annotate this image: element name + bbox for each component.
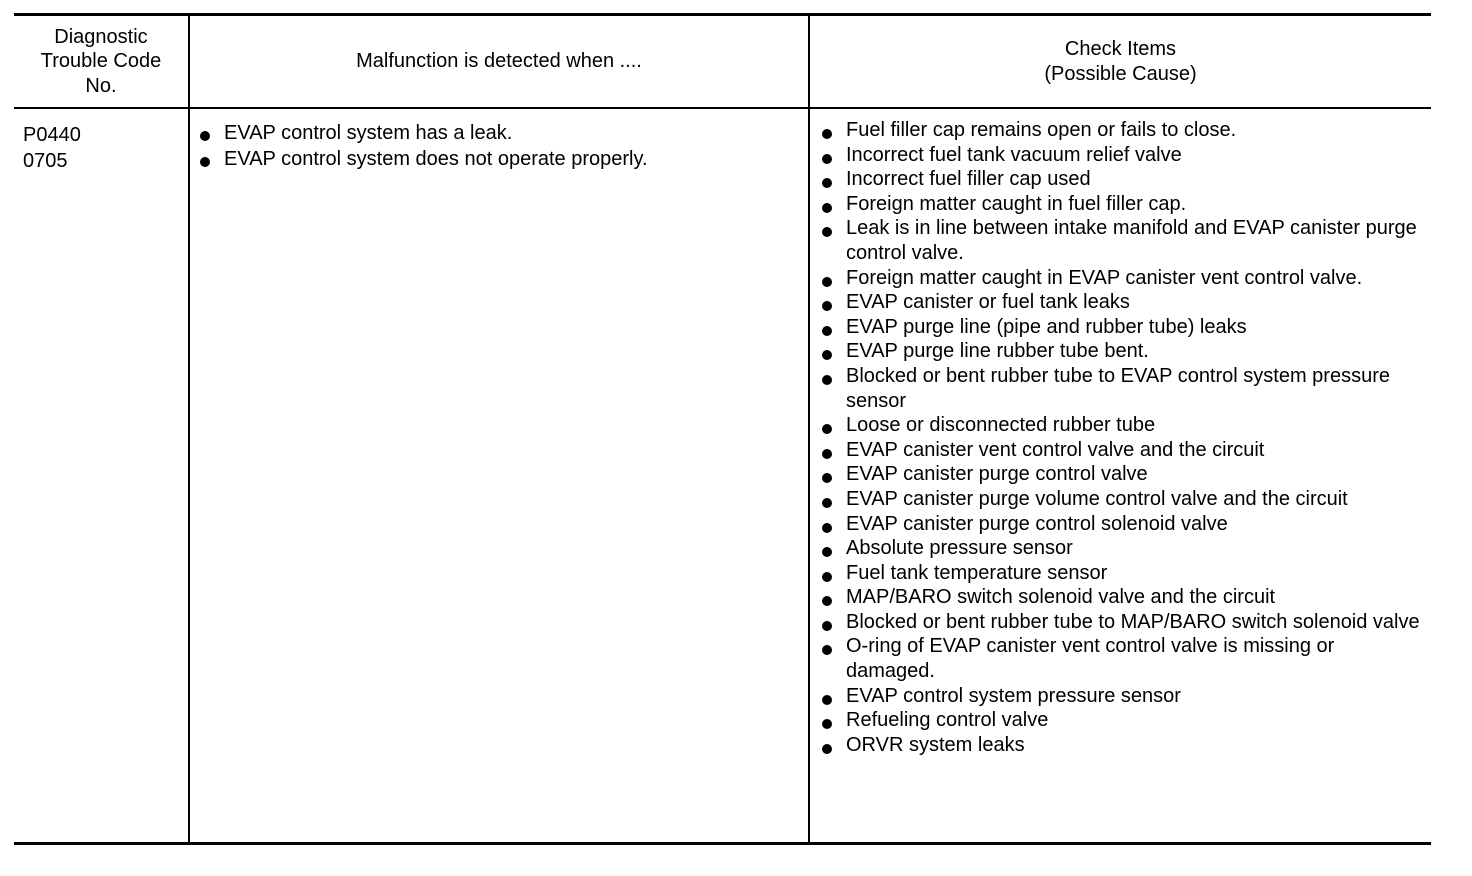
check-items-list xyxy=(820,118,1420,757)
check-item: EVAP control system pressure sensor xyxy=(820,684,1420,709)
header-check-line: (Possible Cause) xyxy=(1044,62,1197,85)
table-bottom-rule xyxy=(14,842,1431,845)
check-item: Loose or disconnected rubber tube xyxy=(820,413,1420,438)
check-item: O-ring of EVAP canister vent control valve is missing or damaged. xyxy=(820,634,1420,683)
check-item: Fuel tank temperature sensor xyxy=(820,561,1420,586)
check-item: EVAP purge line (pipe and rubber tube) leaks xyxy=(820,315,1420,340)
dtc-code: 0705 xyxy=(23,150,68,172)
malfunction-item: EVAP control system does not operate properly. xyxy=(198,146,798,172)
header-malfunction-label: Malfunction is detected when .... xyxy=(356,50,642,73)
column-divider-1 xyxy=(188,15,190,844)
check-item: EVAP canister or fuel tank leaks xyxy=(820,290,1420,315)
check-item: Blocked or bent rubber tube to MAP/BARO switch solenoid valve xyxy=(820,610,1420,635)
column-divider-2 xyxy=(808,15,810,844)
check-item: Absolute pressure sensor xyxy=(820,536,1420,561)
check-item: EVAP canister purge volume control valve and the circuit xyxy=(820,487,1420,512)
dtc-code-cell xyxy=(23,122,81,174)
check-item: Refueling control valve xyxy=(820,708,1420,733)
header-dtc-line: No. xyxy=(85,74,117,97)
check-item: ORVR system leaks xyxy=(820,733,1420,758)
check-item: EVAP canister purge control valve xyxy=(820,462,1420,487)
header-dtc-line: Diagnostic xyxy=(54,25,148,48)
header-check-line: Check Items xyxy=(1064,38,1177,60)
header-dtc-line: Trouble Code xyxy=(40,50,162,73)
header-dtc-number xyxy=(14,16,188,107)
check-item: Fuel filler cap remains open or fails to close. xyxy=(820,118,1420,143)
malfunction-item: EVAP control system has a leak. xyxy=(198,120,798,146)
check-item: Incorrect fuel filler cap used xyxy=(820,167,1420,192)
dtc-code: P0440 xyxy=(23,124,81,146)
check-item: EVAP purge line rubber tube bent. xyxy=(820,339,1420,364)
check-item: MAP/BARO switch solenoid valve and the circuit xyxy=(820,585,1420,610)
header-check-items xyxy=(810,16,1431,107)
check-item: EVAP canister purge control solenoid valve xyxy=(820,512,1420,537)
check-item: EVAP canister vent control valve and the circuit xyxy=(820,438,1420,463)
check-item: Foreign matter caught in EVAP canister vent control valve. xyxy=(820,266,1420,291)
check-item: Leak is in line between intake manifold and EVAP canister purge control valve. xyxy=(820,216,1420,265)
check-item: Foreign matter caught in fuel filler cap. xyxy=(820,192,1420,217)
malfunction-list xyxy=(198,120,798,172)
header-bottom-rule xyxy=(14,107,1431,109)
check-item: Blocked or bent rubber tube to EVAP control system pressure sensor xyxy=(820,364,1420,413)
check-item: Incorrect fuel tank vacuum relief valve xyxy=(820,143,1420,168)
header-malfunction xyxy=(190,16,808,107)
